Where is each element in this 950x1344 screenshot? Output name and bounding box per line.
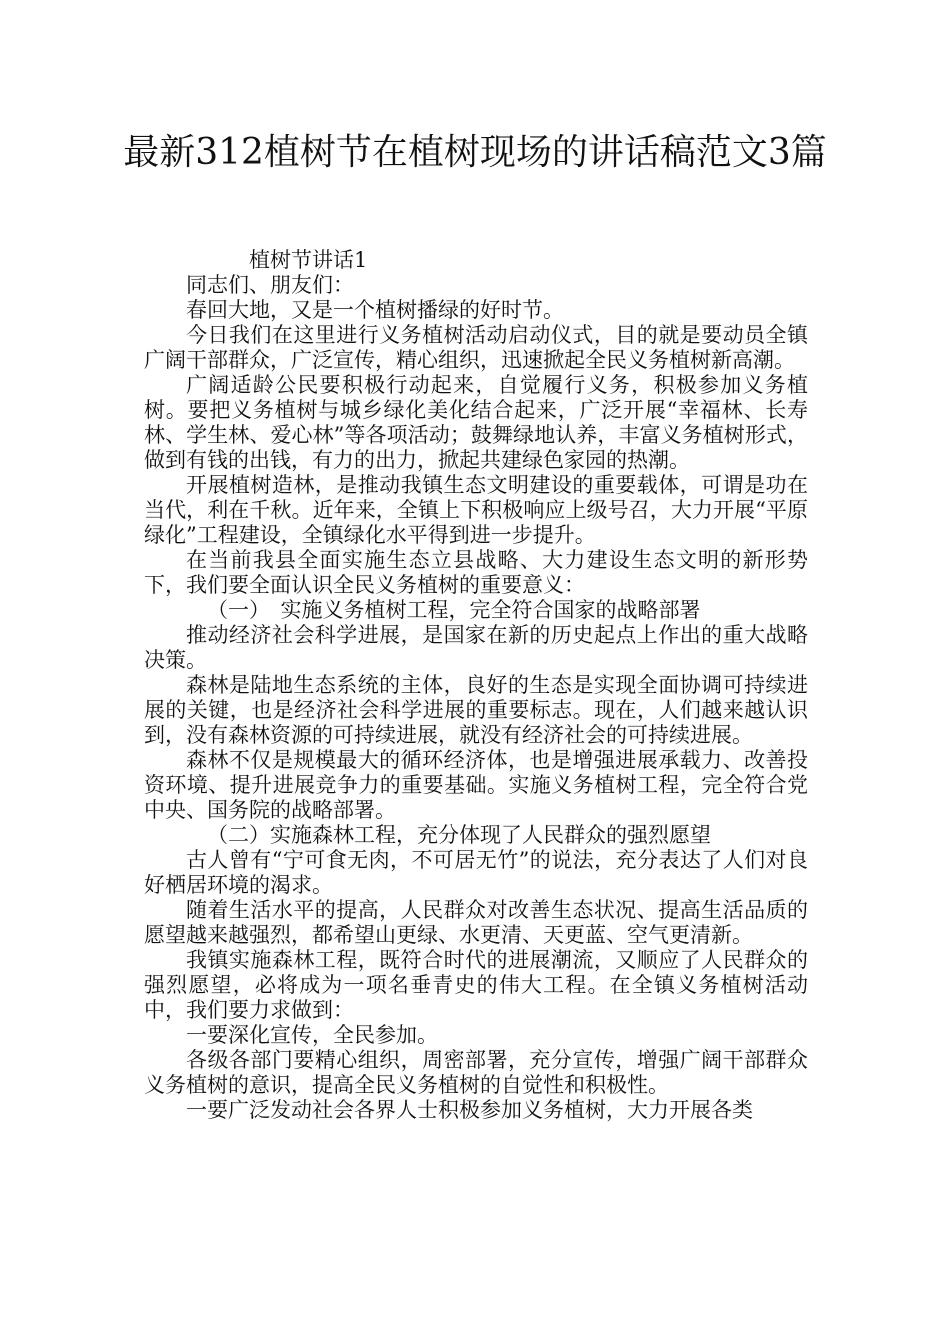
document-title: 最新312植树节在植树现场的讲话稿范文3篇 — [123, 132, 827, 173]
paragraph-salutation: 同志们、朋友们： — [186, 273, 354, 297]
paragraph: 一要广泛发动社会各界人士积极参加义务植树，大力开展各类 — [186, 1098, 753, 1122]
paragraph: 各级各部门要精心组织，周密部署，充分宣传，增强广阔干部群众义务植树的意识，提高全民义务植树的自觉性和积极性。 — [144, 1048, 808, 1097]
document-body — [144, 248, 808, 1123]
paragraph: 开展植树造林，是推动我镇生态文明建设的重要载体，可谓是功在当代，利在千秋。近年来，全镇上下积极响应上级号召，大力开展“平原绿化”工程建设，全镇绿化水平得到进一步提升。 — [144, 473, 808, 547]
paragraph: 今日我们在这里进行义务植树活动启动仪式，目的就是要动员全镇广阔干部群众，广泛宣传，精心组织，迅速掀起全民义务植树新高潮。 — [144, 323, 808, 372]
paragraph: 推动经济社会科学进展，是国家在新的历史起点上作出的重大战略决策。 — [144, 623, 808, 672]
paragraph: 古人曾有“宁可食无肉，不可居无竹”的说法，充分表达了人们对良好栖居环境的渴求。 — [144, 848, 808, 897]
paragraph: 春回大地，又是一个植树播绿的好时节。 — [186, 298, 564, 322]
paragraph: 我镇实施森林工程，既符合时代的进展潮流，又顺应了人民群众的强烈愿望，必将成为一项名垂青史的伟大工程。在全镇义务植树活动中，我们要力求做到： — [144, 948, 808, 1022]
subheading-one: （一） 实施义务植树工程，完全符合国家的战略部署 — [207, 598, 701, 622]
paragraph: 一要深化宣传，全民参加。 — [186, 1023, 438, 1047]
section-heading: 植树节讲话1 — [249, 248, 368, 272]
subheading-two: （二）实施森林工程，充分体现了人民群众的强烈愿望 — [207, 823, 711, 847]
paragraph: 森林不仅是规模最大的循环经济体，也是增强进展承载力、改善投资环境、提升进展竞争力的重要基础。实施义务植树工程，完全符合党中央、国务院的战略部署。 — [144, 748, 808, 822]
paragraph: 在当前我县全面实施生态立县战略、大力建设生态文明的新形势下，我们要全面认识全民义务植树的重要意义： — [144, 548, 808, 597]
paragraph: 随着生活水平的提高，人民群众对改善生态状况、提高生活品质的愿望越来越强烈，都希望山更绿、水更清、天更蓝、空气更清新。 — [144, 898, 808, 947]
paragraph: 广阔适龄公民要积极行动起来，自觉履行义务，积极参加义务植树。要把义务植树与城乡绿化美化结合起来，广泛开展“幸福林、长寿林、学生林、爱心林”等各项活动；鼓舞绿地认养，丰富义务植树形式，做到有钱的出钱，有力的出力，掀起共建绿色家园的热潮。 — [144, 373, 808, 472]
paragraph: 森林是陆地生态系统的主体，良好的生态是实现全面协调可持续进展的关键，也是经济社会科学进展的重要标志。现在，人们越来越认识到，没有森林资源的可持续进展，就没有经济社会的可持续进展。 — [144, 673, 808, 747]
